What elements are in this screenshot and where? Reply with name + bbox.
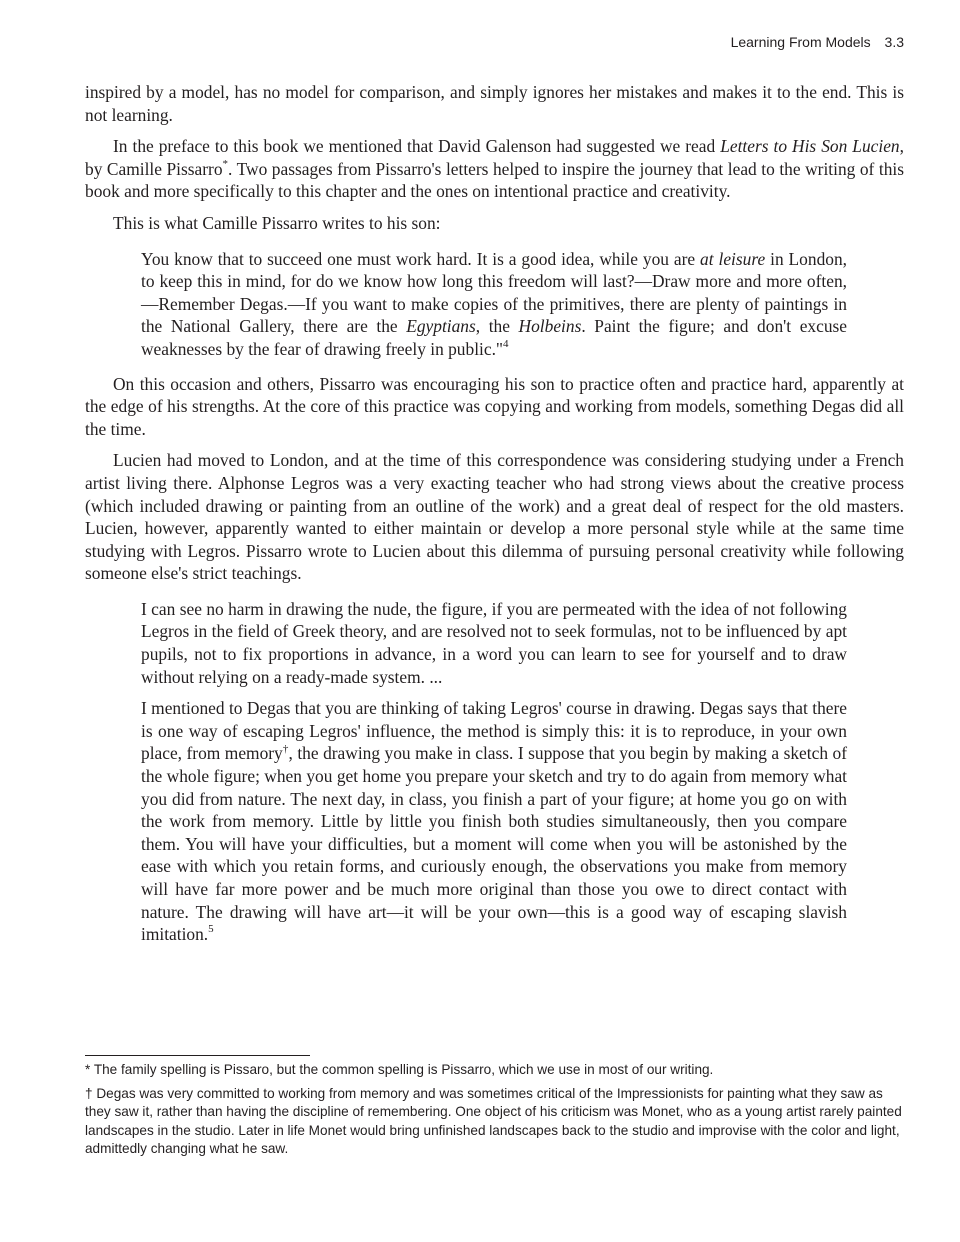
q1-italic-egyptians: Egyptians — [406, 316, 476, 337]
p2-text-c: . Two passages from Pissarro's letters helped to inspire the journey that lead to the writing of this book and more specifically to this chapter and the ones on intentional practice and creativity. — [85, 158, 905, 202]
footnotes — [85, 1055, 905, 1164]
footnote-rule — [85, 1055, 310, 1056]
q1-italic-holbeins: Holbeins — [518, 316, 582, 337]
q1-text-a: You know that to succeed one must work hard. It is a good idea, while you are — [141, 248, 701, 269]
paragraph-2 — [85, 135, 904, 203]
q3-text-a: I mentioned to Degas that you are thinking of taking Legros' course in drawing. Degas says that there is one way of escaping Legros' influence, the method is simply this: it is to reproduce, in your own place, from memory — [141, 698, 847, 764]
endnote-marker-5: 5 — [208, 923, 214, 936]
body-text — [85, 81, 904, 958]
q1-text-b: in London, to keep this in mind, for do we know how long this freedom will last?—Draw more and more often,—Remember Degas.—If you want to make copies of the primitives, there are plenty of paintings in the National Gallery, there are the — [141, 248, 848, 337]
paragraph-1: inspired by a model, has no model for comparison, and simply ignores her mistakes and makes it to the end. This is not learning. — [85, 82, 904, 125]
p2-text-a: In the preface to this book we mentioned that David Galenson had suggested we read — [113, 136, 721, 157]
q1-text-d: . Paint the figure; and don't excuse weaknesses by the fear of drawing freely in public." — [141, 316, 848, 359]
footnote-2: † Degas was very committed to working from memory and was sometimes critical of the Impressionists for painting what they saw as they saw it, rather than having the discipline of remembering. One object of his criticism was Monet, who as a young artist rarely painted landscapes in the studio. Later in life Monet would bring unfinished landscapes back to the studio and improvise with the color and light, admittedly changing what he saw. — [85, 1086, 902, 1156]
book-title: Letters to His Son Lucien — [720, 136, 900, 157]
quote-1 — [141, 248, 847, 361]
block-quote-2 — [141, 598, 847, 946]
paragraph-3: This is what Camille Pissarro writes to his son: — [113, 212, 441, 233]
quote-3 — [141, 697, 847, 946]
footnote-marker-asterisk: * — [222, 157, 229, 170]
paragraph-4: On this occasion and others, Pissarro was encouraging his son to practice often and practice hard, apparently at the edge of his strengths. At the core of this practice was copying and working from models, something Degas did all the time. — [85, 373, 904, 439]
page-number: 3.3 — [884, 34, 904, 50]
q1-text-c: , the — [475, 316, 519, 337]
q3-text-b: , the drawing you make in class. I suppose that you begin by making a sketch of the whole figure; when you get home you prepare your sketch and try to do again from memory what you did from nature. The next day, in class, you finish a part of your figure; at home you go on with the work from memory. Little by little you finish both studies simultaneously, then you compare them. You will have your difficulties, but a moment will come when you will be astonished by the ease with which you retain forms, and curiously enough, the observations you make from memory will have far more power and be much more original than those you owe to direct contact with nature. The drawing will have art—it will be your own—this is a good way of escaping slavish imitation. — [141, 743, 847, 945]
running-header — [731, 34, 904, 50]
block-quote-1 — [141, 248, 847, 361]
quote-2: I can see no harm in drawing the nude, the figure, if you are permeated with the idea of not following Legros in the field of Greek theory, and are resolved not to seek formulas, not to be influenced by apt pupils, not to fix proportions in advance, in a word you can learn to see for yourself and to draw without relying on a ready-made system. ... — [141, 598, 847, 687]
footnote-1: * The family spelling is Pissaro, but the common spelling is Pissarro, which we use in most of our writing. — [85, 1062, 714, 1077]
footnote-marker-dagger: † — [282, 742, 289, 755]
p2-text-b: , by Camille Pissarro — [85, 136, 904, 179]
q1-italic-leisure: at leisure — [700, 248, 766, 269]
endnote-marker-4: 4 — [503, 338, 509, 351]
paragraph-5: Lucien had moved to London, and at the time of this correspondence was considering studying under a French artist living there. Alphonse Legros was a very exacting teacher who had strong views about the creative process (which included drawing or painting from an outline of the work) and a great deal of respect for the old masters. Lucien, however, apparently wanted to either maintain or develop a more personal style while at the same time studying with Legros. Pissarro wrote to Lucien about this dilemma of pursuing personal creativity while following someone else's strict teachings. — [85, 450, 904, 584]
header-title: Learning From Models — [730, 34, 871, 50]
